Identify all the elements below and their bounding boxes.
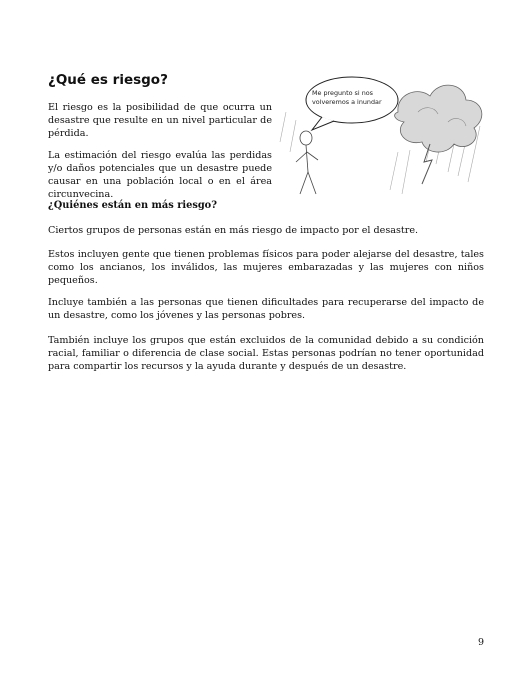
paragraph-groups-at-risk: Ciertos grupos de personas están en más riesgo de impacto por el desastre.	[48, 225, 419, 236]
paragraph-recovery-difficulty: Incluye también a las personas que tienen dificultades para recuperarse del impacto de un desastre, como los jóvenes y las personas pobres.	[48, 297, 484, 321]
paragraph-physical-problems: Estos incluyen gente que tienen problemas físicos para poder alejarse del desastre, tales como los ancianos, los inválidos, las mujeres embarazadas y las mujeres con niños pequeños.	[48, 249, 484, 286]
page-title: ¿Qué es riesgo?	[48, 72, 168, 88]
speech-bubble-text: Me pregunto si nos volveremos a inundar	[312, 89, 382, 106]
paragraph-risk-definition: El riesgo es la posibilidad de que ocurra un desastre que resulte en un nivel particular de pérdida.	[48, 102, 272, 139]
page-number: 9	[478, 637, 485, 648]
paragraph-risk-estimation: La estimación del riesgo evalúa las perdidas y/o daños potenciales que un desastre puede causar en una población local o en el área circunvecina.	[48, 150, 272, 200]
section-heading: ¿Quiénes están en más riesgo?	[48, 200, 217, 211]
paragraph-excluded-groups: También incluye los grupos que están excluidos de la comunidad debido a su condición racial, familiar o diferencia de clase social. Estas personas podrían no tener oportunidad para compartir los recursos y la ayuda durante y después de un desastre.	[48, 335, 484, 372]
